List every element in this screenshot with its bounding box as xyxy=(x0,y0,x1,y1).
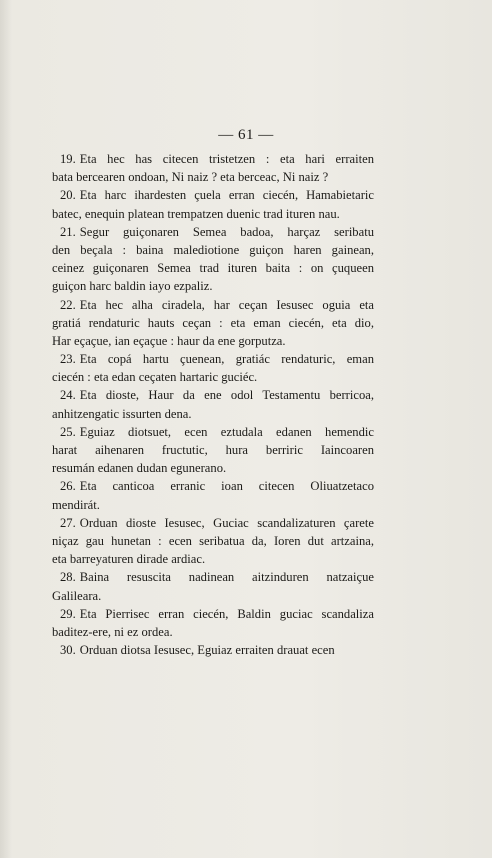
verse-line-text: Eta Pierrisec erran ciecén, Baldin guciac scandaliza xyxy=(79,606,374,621)
verse-number: 29. xyxy=(60,606,76,621)
verse-line xyxy=(52,641,374,659)
verse-line xyxy=(52,423,374,441)
verse-line xyxy=(52,386,374,404)
verse-number: 26. xyxy=(60,479,76,494)
verse-line-text: Eta hec has citecen tristetzen : eta hari erraiten xyxy=(79,152,374,166)
verse-line xyxy=(52,514,374,532)
verse-line: anhitzengatic issurten dena. xyxy=(52,406,192,421)
verse-line: resumán edanen dudan egunerano. xyxy=(52,461,227,476)
verse xyxy=(52,568,374,604)
verse-line: batec, enequin platean trempatzen duenic trad ituren nau. xyxy=(52,206,340,221)
verse xyxy=(52,150,374,186)
verse-line: Har eçaçue, ian eçaçue : haur da ene gorputza. xyxy=(52,333,286,348)
verse-number: 27. xyxy=(60,515,76,530)
verse xyxy=(52,514,374,569)
verse-line: den beçala : baina malediotione guiçon haren gainean, xyxy=(52,242,374,257)
verse-line: mendirát. xyxy=(52,497,100,512)
verse-line: ceinez guiçonaren Semea trad ituren baita : on çuqueen xyxy=(52,261,374,276)
verse-number: 23. xyxy=(60,352,76,367)
verse-line-text: Eta hec alha ciradela, har ceçan Iesusec oguia eta xyxy=(79,297,374,312)
verse-line: Galileara. xyxy=(52,588,102,603)
verse-line xyxy=(52,568,374,586)
verse-line-text: Eta copá hartu çuenean, gratiác rendaturic, eman xyxy=(79,352,374,367)
verse-line-text: Eta harc ihardesten çuela erran ciecén, Hamabietaric xyxy=(79,188,374,203)
verse-number: 22. xyxy=(60,297,76,312)
verse xyxy=(52,350,374,386)
verse-line: ciecén : eta edan ceçaten hartaric guciéc. xyxy=(52,370,258,385)
verse-number: 30. xyxy=(60,643,76,658)
verse-line: eta barreyaturen dirade ardiac. xyxy=(52,552,206,567)
page-number: — 61 — xyxy=(218,127,274,143)
verse-line-text: Orduan diotsa Iesusec, Eguiaz erraiten drauat ecen xyxy=(79,643,335,658)
verse-line: gratiá rendaturic hauts ceçan : eta eman ciecén, eta dio, xyxy=(52,315,374,330)
verse-line xyxy=(52,223,374,241)
verse-number: 28. xyxy=(60,570,76,585)
verse-number: 24. xyxy=(60,388,76,403)
verse-text-block xyxy=(52,150,374,659)
verse-line: guiçon harc baldin iayo ezpaliz. xyxy=(52,279,213,294)
verse xyxy=(52,477,374,513)
verse-number: 19. xyxy=(60,152,76,166)
verse xyxy=(52,386,374,422)
verse-line xyxy=(52,186,374,204)
verse-number: 21. xyxy=(60,224,76,239)
verse xyxy=(52,641,374,659)
verse-line-text: Eta dioste, Haur da ene odol Testamentu berricoa, xyxy=(79,388,374,403)
verse-line xyxy=(52,150,374,168)
verse-line xyxy=(52,477,374,495)
verse-line: niçaz gau hunetan : ecen seribatua da, Ioren dut artzaina, xyxy=(52,533,374,548)
verse xyxy=(52,296,374,351)
verse-line-text: Orduan dioste Iesusec, Guciac scandalizaturen çarete xyxy=(79,515,374,530)
verse-line-text: Segur guiçonaren Semea badoa, harçaz seribatu xyxy=(79,224,374,239)
verse xyxy=(52,605,374,641)
verse-line-text: Eta canticoa erranic ioan citecen Oliuatzetaco xyxy=(79,479,374,494)
verse-line xyxy=(52,296,374,314)
verse-line: bata bercearen ondoan, Ni naiz ? eta berceac, Ni naiz ? xyxy=(52,170,329,185)
verse-line xyxy=(52,350,374,368)
verse-line-text: Baina resuscita nadinean aitzinduren natzaiçue xyxy=(79,570,374,585)
verse-line xyxy=(52,605,374,623)
verse xyxy=(52,223,374,296)
verse-line-text: Eguiaz diotsuet, ecen eztudala edanen hemendic xyxy=(79,424,374,439)
verse-number: 25. xyxy=(60,424,76,439)
verse xyxy=(52,186,374,222)
verse-number: 20. xyxy=(60,188,76,203)
verse-line: baditez-ere, ni ez ordea. xyxy=(52,624,173,639)
verse xyxy=(52,423,374,478)
verse-line: harat aihenaren fructutic, hura berriric Iaincoaren xyxy=(52,443,374,457)
